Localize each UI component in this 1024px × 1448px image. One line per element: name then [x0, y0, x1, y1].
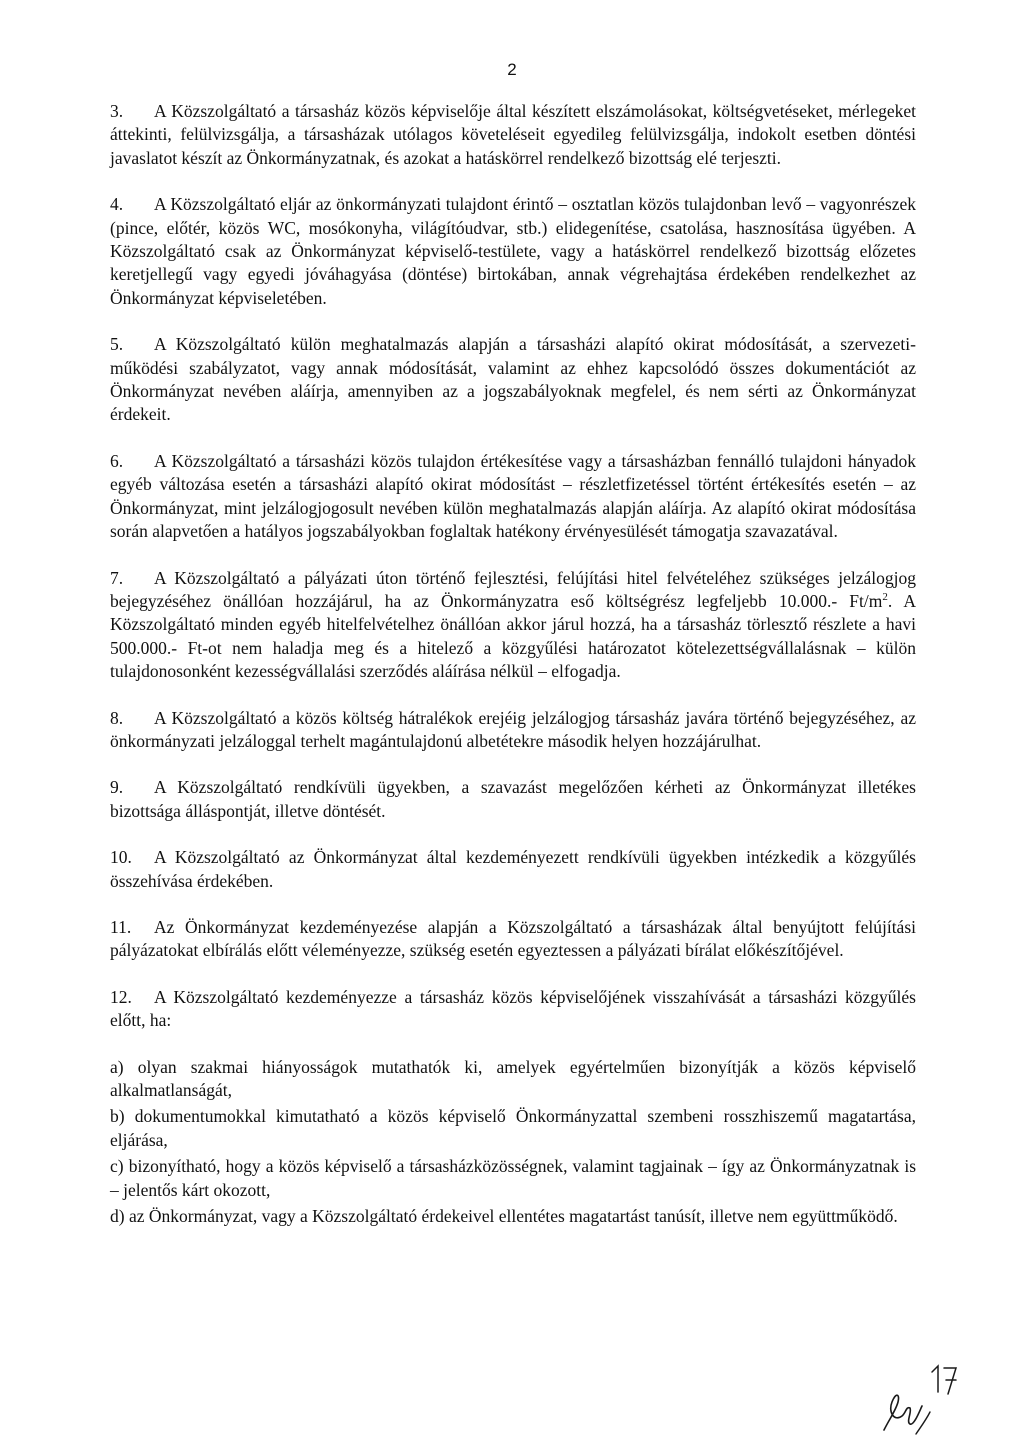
paragraph-4	[110, 193, 916, 310]
paragraph-number: 10.	[110, 847, 132, 868]
paragraph-number: 3.	[110, 101, 124, 121]
paragraph-number: 6.	[110, 450, 124, 471]
paragraph-text: A Közszolgáltató a pályázati úton történő fejlesztési, felújítási hitel felvételéhez szükséges jelzálogjog bejegyzéséhez önállóan hozzájárul, ha az Önkormányzatra eső költségrész legfeljebb 10.000.- Ft/m	[110, 567, 916, 611]
paragraph-number: 4.	[110, 194, 124, 215]
paragraph-text: A Közszolgáltató rendkívüli ügyekben, a szavazást megelőzően kérheti az Önkormányzat illetékes bizottsága álláspontját, illetve döntését.	[110, 777, 916, 821]
paragraph-7	[110, 567, 916, 684]
paragraph-11	[110, 916, 916, 963]
paragraph-text: A Közszolgáltató az Önkormányzat által kezdeményezett rendkívüli ügyekben intézkedik a közgyűlés összehívása érdekében.	[110, 847, 916, 891]
list-item-b	[110, 1105, 916, 1152]
paragraph-text: A Közszolgáltató eljár az önkormányzati tulajdont érintő – osztatlan közös tulajdonban levő – vagyonrészek (pince, előtér, közös WC, mosókonyha, világítóudvar, stb.) elidegenítése, csatolása, hasznosítása ügyében. A Közszolgáltató csak az Önkormányzat képviselő-testülete, vagy a hatáskörrel rendelkező bizottság előzetes keretjellegű vagy egyedi jóváhagyása (döntése) birtokában, annak végrehajtása érdekében rendelkezhet az Önkormányzat képviseletében.	[110, 194, 916, 308]
signature-stroke	[884, 1395, 922, 1430]
paragraph-number: 9.	[110, 777, 124, 798]
paragraph-number: 8.	[110, 707, 124, 728]
list-item-label: b)	[110, 1106, 125, 1127]
handwritten-seven	[944, 1368, 956, 1394]
paragraph-text: A Közszolgáltató a közös költség hátralékok erejéig jelzálogjog társasház javára történő bejegyzéséhez, az önkormányzati jelzáloggal terhelt magántulajdonú albetétekre második helyen hozzájárulhat.	[110, 707, 916, 751]
list-item-c	[110, 1155, 916, 1202]
list-item-text: dokumentumokkal kimutatható a közös képviselő Önkormányzattal szembeni rosszhiszemű magatartása, eljárása,	[110, 1106, 916, 1150]
list-item-a	[110, 1056, 916, 1103]
paragraph-6	[110, 450, 916, 544]
superscript-2: 2	[882, 591, 888, 604]
paragraph-9	[110, 776, 916, 823]
page-number: 2	[507, 60, 517, 79]
paragraph-3	[110, 100, 916, 170]
paragraph-5	[110, 333, 916, 427]
paragraph-text: A Közszolgáltató a társasházi közös tulajdon értékesítése vagy a társasházban fennálló tulajdoni hányadok egyéb változása esetén a társasházi alapító okirat módosítást – részletfizetéssel történt értékesítés esetén – az Önkormányzat, mint jelzálogjogosult nevében külön meghatalmazás alapján aláírja. Az alapító okirat módosítása során alapvetően a hatályos jogszabályokban foglaltak hatékony érvényesülését támogatja szavazatával.	[110, 450, 916, 542]
list-item-text: olyan szakmai hiányosságok mutathatók ki, amelyek egyértelműen bizonyítják a közös képviselő alkalmatlanságát,	[110, 1056, 917, 1100]
paragraph-12	[110, 986, 916, 1033]
paragraph-8	[110, 707, 916, 754]
paragraph-text: A Közszolgáltató külön meghatalmazás alapján a társasházi alapító okirat módosítását, a szervezeti-működési szabályzatot, vagy annak módosítását, valamint az ehhez kapcsolódó összes dokumentációt az Önkormányzat nevében aláírja, amennyiben az a jogszabályoknak megfelel, és nem sérti az Önkormányzat érdekeit.	[110, 334, 916, 425]
paragraph-text: Az Önkormányzat kezdeményezése alapján a Közszolgáltató a társasházak által benyújtott felújítási pályázatokat elbírálás előtt véleményezze, szükség esetén egyeztessen a pályázati bírálat előkészítőjével.	[110, 916, 916, 961]
handwritten-one	[932, 1366, 938, 1392]
paragraph-10	[110, 846, 916, 893]
list-item-text: bizonyítható, hogy a közös képviselő a társasházközösségnek, valamint tagjainak – így az Önkormányzatnak is – jelentős kárt okozott,	[110, 1156, 917, 1200]
document-body	[110, 100, 916, 1231]
paragraph-text: A Közszolgáltató a társasház közös képviselője által készített elszámolásokat, költségvetéseket, mérlegeket áttekinti, felülvizsgálja, a társasházak utólagos követeléseit egyedileg felülvizsgálja, indokolt esetben döntési javaslatot készít az Önkormányzatnak, és azokat a hatáskörrel rendelkező bizottság elé terjeszti.	[110, 101, 916, 168]
handwritten-signature	[876, 1358, 966, 1438]
paragraph-number: 12.	[110, 986, 132, 1007]
list-item-d	[110, 1205, 916, 1228]
paragraph-number: 11.	[110, 916, 132, 937]
paragraph-number: 5.	[110, 334, 124, 355]
list-item-label: d)	[110, 1206, 125, 1227]
paragraph-number: 7.	[110, 567, 124, 588]
list-item-label: c)	[110, 1156, 124, 1177]
list-item-text: az Önkormányzat, vagy a Közszolgáltató érdekeivel ellentétes magatartást tanúsít, illetve nem együttműködő.	[128, 1206, 898, 1227]
list-item-label: a)	[110, 1056, 124, 1077]
paragraph-text: A Közszolgáltató kezdeményezze a társasház közös képviselőjének visszahívását a társasházi közgyűlés előtt, ha:	[110, 986, 916, 1031]
paragraph-text-continued: . A Közszolgáltató minden egyéb hitelfelvételhez önállóan akkor járul hozzá, ha a társasház törlesztő részlete a havi 500.000.- Ft-ot nem haladja meg és a hitelező a közgyűlési határozatot kötelezettségvállalásnak – külön tulajdonosonként kezességvállalási szerződés aláírása nélkül – elfogadja.	[110, 590, 916, 682]
